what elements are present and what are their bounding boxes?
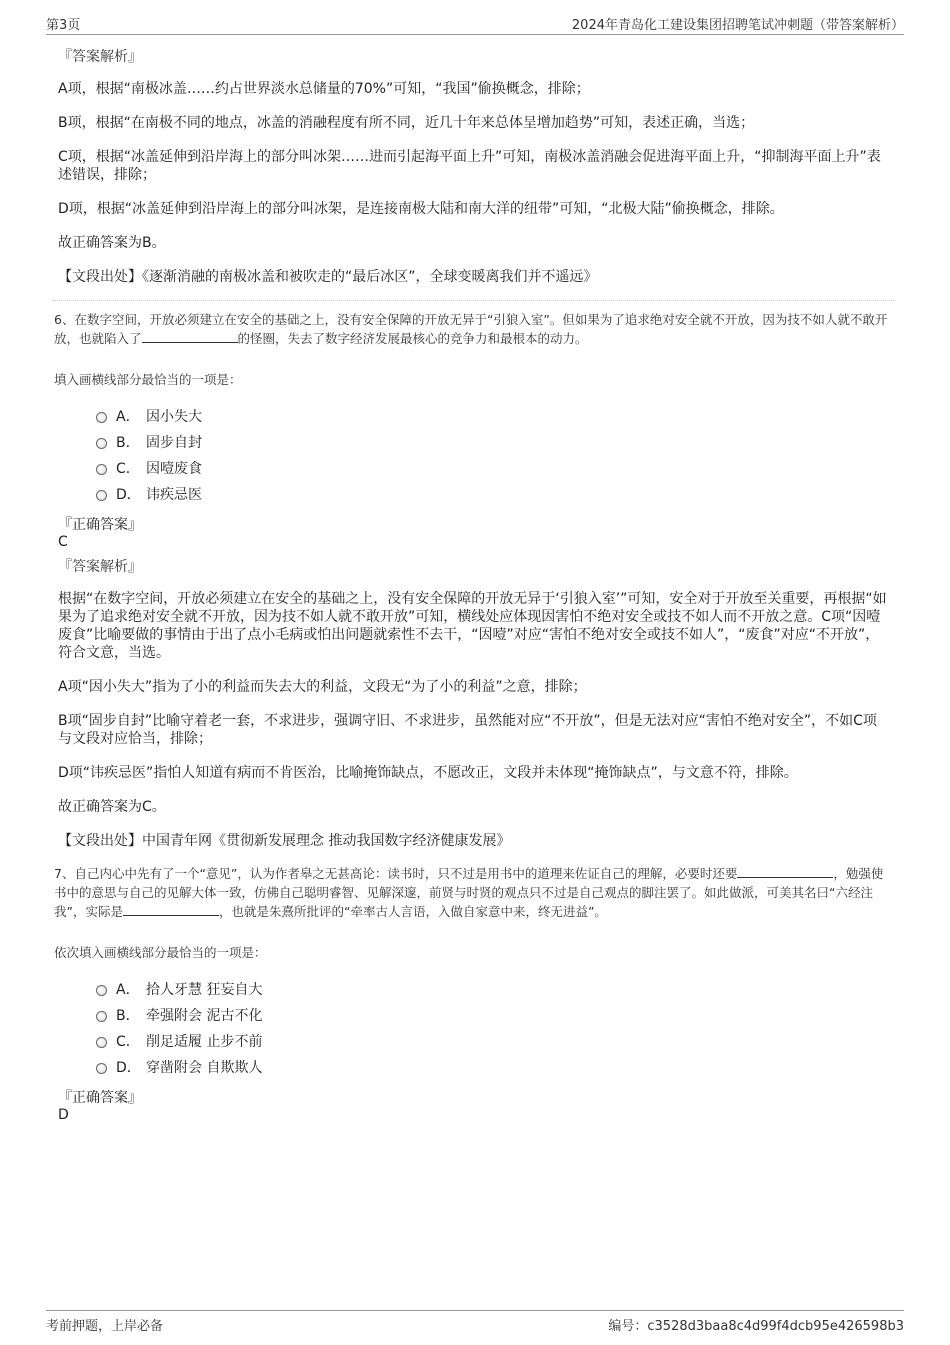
q7-prompt: 依次填入画横线部分最恰当的一项是： [54, 945, 267, 960]
radio-icon[interactable] [96, 1037, 107, 1048]
q7-blank-1 [737, 865, 833, 878]
radio-icon[interactable] [96, 1011, 107, 1022]
q6-option-d[interactable]: D． 讳疾忌医 [96, 482, 890, 508]
q7-question: 7、自己内心中先有了一个“意见”，认为作者皋之无甚高论：读书时，只不过是用书中的道理来佐证自己的理解，必要时还要 ，勉强使书中的意思与自己的见解大体一致，仿佛自己聪明睿智、见解深邃，前贤与时贤的观点只不过是自己观点的脚注罢了。如此做派，可美其名曰“六经注我”，实际是 ，也就是朱熹所批评的“牵率古人言语，入做自家意中来，终无进益”。 [54, 866, 884, 919]
q6-analysis-main: 根据“在数字空间，开放必须建立在安全的基础之上，没有安全保障的开放无异于‘引狼入室’”可知，安全对于开放至关重要，再根据“如果为了追求绝对安全就不开放，因为技不如人就不敢开放”可知，横线处应体现因害怕不绝对安全或技不如人而不开放之意。C项“因噎废食”比喻要做的事情由于出了点小毛病或怕出问题就索性不去干，“因噎”对应“害怕不绝对安全或技不如人”，“废食”对应“不开放”，符合文意，当选。 [58, 591, 887, 661]
q5-conclusion: 故正确答案为B。 [58, 235, 166, 251]
q6-blank [142, 330, 238, 343]
q5-analysis-c: C项，根据“冰盖延伸到沿岸海上的部分叫冰架……进而引起海平面上升”可知，南极冰盖消融会促进海平面上升，“抑制海平面上升”表述错误，排除； [58, 149, 881, 183]
radio-icon[interactable] [96, 490, 107, 501]
q6-option-a[interactable]: A． 因小失大 [96, 404, 890, 430]
q6-answer-label: 『正确答案』 [58, 517, 142, 533]
q7-option-c[interactable]: C． 削足适履 止步不前 [96, 1029, 890, 1055]
q5-analysis-label: 『答案解析』 [58, 49, 142, 65]
main-content [54, 46, 890, 1123]
q6-analysis-label: 『答案解析』 [58, 559, 142, 575]
q6-analysis-a: A项“因小失大”指为了小的利益而失去大的利益，文段无“为了小的利益”之意，排除； [58, 679, 587, 695]
q7-answer: D [58, 1107, 69, 1123]
document-id: 编号：c3528d3baa8c4d99f4dcb95e426598b3 [608, 1319, 904, 1334]
q5-analysis-d: D项，根据“冰盖延伸到沿岸海上的部分叫冰架，是连接南极大陆和南大洋的纽带”可知，“北极大陆”偷换概念，排除。 [58, 201, 784, 217]
radio-icon[interactable] [96, 438, 107, 449]
q7-blank-2 [123, 903, 219, 916]
footer-slogan: 考前押题，上岸必备 [46, 1319, 164, 1334]
q6-option-b[interactable]: B． 固步自封 [96, 430, 890, 456]
q6-question [54, 310, 890, 348]
page-number: 第3页 [46, 18, 81, 33]
page-header [46, 14, 904, 35]
q6-options [96, 404, 890, 508]
q6-source: 【文段出处】中国青年网《贯彻新发展理念 推动我国数字经济健康发展》 [58, 833, 511, 849]
radio-icon[interactable] [96, 412, 107, 423]
q6-conclusion: 故正确答案为C。 [58, 799, 166, 815]
document-title: 2024年青岛化工建设集团招聘笔试冲刺题（带答案解析） [571, 18, 904, 33]
radio-icon[interactable] [96, 985, 107, 996]
q7-options [96, 977, 890, 1081]
q6-analysis-b: B项“固步自封”比喻守着老一套，不求进步，强调守旧、不求进步，虽然能对应“不开放”，但是无法对应“害怕不绝对安全”，不如C项与文段对应恰当，排除； [58, 713, 877, 747]
q7-option-d[interactable]: D． 穿凿附会 自欺欺人 [96, 1055, 890, 1081]
q5-analysis-a: A项，根据“南极冰盖……约占世界淡水总储量的70%”可知，“我国”偷换概念，排除； [58, 81, 590, 97]
q5-source: 【文段出处】《逐渐消融的南极冰盖和被吹走的“最后冰区”，全球变暖离我们并不遥远》 [58, 269, 598, 285]
radio-icon[interactable] [96, 464, 107, 475]
q6-text-2: 的怪圈，失去了数字经济发展最核心的竞争力和最根本的动力。 [237, 331, 588, 346]
q5-analysis-b: B项，根据“在南极不同的地点，冰盖的消融程度有所不同，近几十年来总体呈增加趋势”可知，表述正确，当选； [58, 115, 755, 131]
q6-answer: C [58, 534, 68, 550]
q6-prompt: 填入画横线部分最恰当的一项是： [54, 372, 242, 387]
q6-option-c[interactable]: C． 因噎废食 [96, 456, 890, 482]
divider [52, 300, 896, 302]
q7-option-a[interactable]: A． 拾人牙慧 狂妄自大 [96, 977, 890, 1003]
q7-answer-label: 『正确答案』 [58, 1090, 142, 1106]
q7-option-b[interactable]: B． 牵强附会 泥古不化 [96, 1003, 890, 1029]
q6-text-1: 6、在数字空间，开放必须建立在安全的基础之上，没有安全保障的开放无异于“引狼入室”。但如果为了追求绝对安全就不开放，因为技不如人就不敢开放，也就陷入了 [54, 312, 888, 346]
radio-icon[interactable] [96, 1063, 107, 1074]
page-footer [46, 1310, 904, 1337]
q6-analysis-d: D项“讳疾忌医”指怕人知道有病而不肯医治，比喻掩饰缺点，不愿改正，文段并未体现“掩饰缺点”，与文意不符，排除。 [58, 765, 798, 781]
